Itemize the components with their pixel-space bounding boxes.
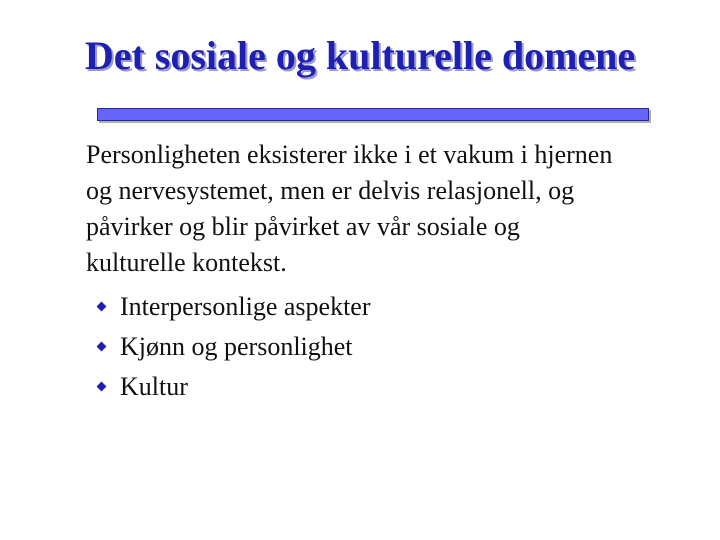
bullet-text: Kultur: [120, 372, 188, 401]
paragraph-line: kulturelle kontekst.: [86, 248, 287, 277]
slide-title: Det sosiale og kulturelle domene: [84, 33, 636, 78]
diamond-bullet-icon: [97, 342, 107, 352]
bullet-item: [98, 287, 686, 327]
diamond-bullet-icon: [97, 382, 107, 392]
intro-paragraph: [86, 137, 686, 281]
diamond-bullet-icon: [97, 302, 107, 312]
bullet-item: [98, 367, 686, 407]
slide-body: [86, 137, 686, 407]
paragraph-line: påvirker og blir påvirket av vår sosiale og: [86, 212, 520, 241]
title-underline-bar: [97, 108, 649, 121]
paragraph-line: Personligheten eksisterer ikke i et vakum i hjernen: [86, 140, 613, 169]
bullet-text: Interpersonlige aspekter: [120, 292, 371, 321]
bullet-text: Kjønn og personlighet: [120, 332, 353, 361]
bullet-item: [98, 327, 686, 367]
paragraph-line: og nervesystemet, men er delvis relasjonell, og: [86, 176, 575, 205]
bullet-list: [86, 287, 686, 407]
